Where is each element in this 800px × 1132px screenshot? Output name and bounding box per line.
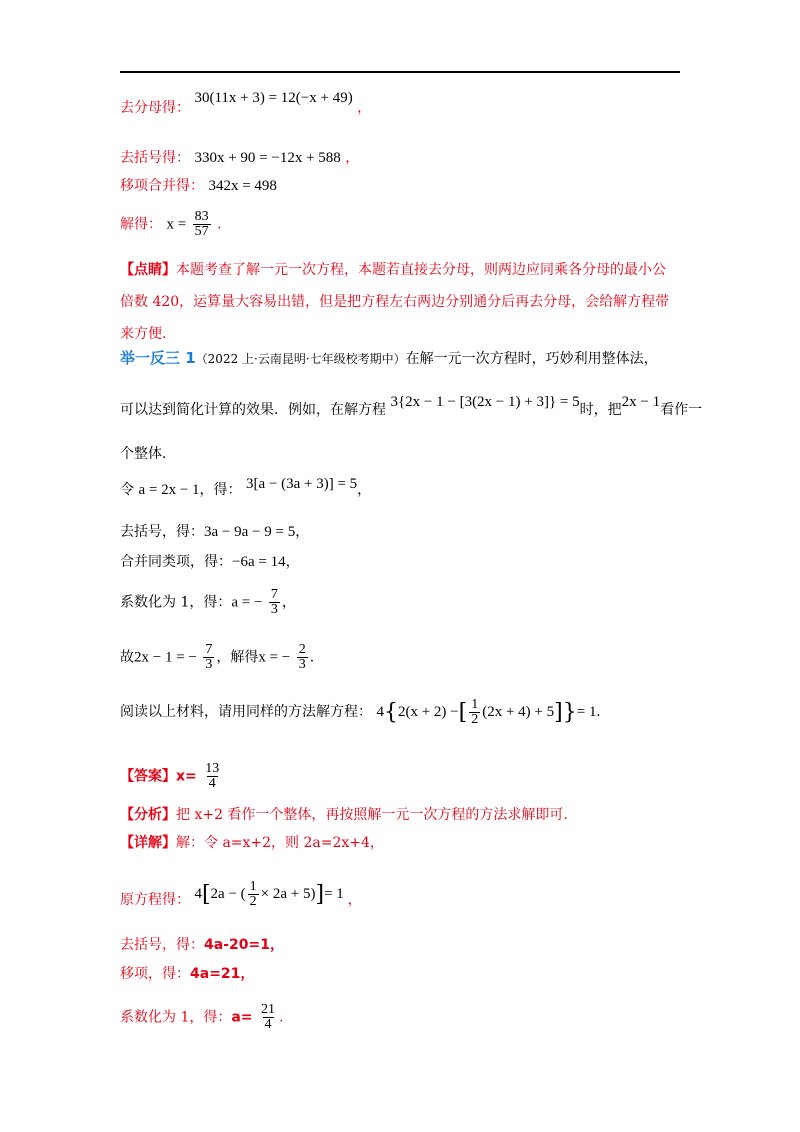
numerator: 1: [249, 879, 257, 894]
comment-text: 本题考查了解一元一次方程，本题若直接去分母，则两边应同乘各分母的最小公: [176, 262, 666, 278]
step-label: 移项合并得：: [120, 178, 204, 194]
step-label: 系数化为 1，得：: [120, 594, 232, 611]
coefficient: 4: [376, 703, 384, 720]
problem-text: 可以达到简化计算的效果．例如，在解方程: [120, 402, 386, 418]
denominator: 2: [471, 712, 479, 727]
step-label: 移项，得：: [120, 966, 190, 982]
denominator: 4: [264, 1017, 272, 1032]
analysis-tag: 【分析】: [120, 807, 176, 823]
equation: 30(11x + 3) = 12(−x + 49): [194, 90, 353, 106]
numerator: 7: [205, 642, 213, 657]
numerator: 1: [471, 697, 479, 712]
step-label: ，解得: [216, 649, 259, 666]
step-label: 去括号，得：: [120, 937, 204, 953]
equation: −6a = 14: [232, 554, 286, 570]
equation: 330x + 90 = −12x + 588: [194, 150, 341, 166]
numerator: 21: [261, 1002, 275, 1017]
fraction: [469, 698, 480, 727]
detail-step-coefficient: [120, 1003, 283, 1032]
term: (2x + 4) + 5: [482, 703, 555, 720]
detail-tag: 【详解】: [120, 835, 176, 851]
term: 2(x + 2) −: [397, 703, 459, 720]
problem-source: （2022 上·云南昆明·七年级校考期中）: [195, 352, 406, 366]
punct: .: [217, 216, 222, 233]
equation: 4a=21，: [190, 966, 255, 982]
equation-lhs: a = −: [231, 594, 263, 611]
denominator: 3: [205, 657, 213, 672]
equation-lhs: x =: [166, 216, 187, 233]
bracket-close: ]: [554, 699, 563, 725]
term: = 1: [324, 885, 344, 902]
equation: 342x = 498: [208, 178, 277, 194]
bracket-open: [: [201, 881, 211, 907]
answer-line: [120, 762, 223, 791]
equation: 3a − 9a − 9 = 5: [204, 524, 296, 540]
bracket-open: [: [458, 699, 468, 725]
detail-step-move: [120, 964, 254, 984]
step-label: 解得：: [120, 216, 162, 233]
numerator: 13: [205, 761, 220, 776]
equation: 4a-20=1，: [204, 937, 284, 953]
numerator: 2: [298, 642, 306, 657]
step-combine: [120, 176, 277, 196]
fraction: [297, 643, 308, 672]
term: = 1.: [576, 703, 601, 720]
denominator: 3: [270, 602, 278, 617]
numerator: 7: [270, 587, 278, 602]
denominator: 2: [249, 894, 257, 909]
substitution-line: [120, 476, 372, 500]
denominator: 3: [298, 657, 306, 672]
task-label: 阅读以上材料，请用同样的方法解方程：: [120, 703, 372, 720]
equation-lhs: 2x − 1 = −: [134, 649, 197, 666]
step-label: 去括号，得：: [120, 524, 204, 540]
punct: ，: [285, 554, 300, 570]
example-equation: 3{2x − 1 − [3(2x − 1) + 3]} = 5: [390, 394, 580, 410]
step-solve: [120, 210, 222, 239]
comment-block: [120, 254, 680, 350]
example-step-conclusion: [120, 643, 314, 672]
problem-tag: 举一反三 1: [120, 349, 196, 367]
punct: ，: [295, 524, 310, 540]
equation: 3[a − (3a + 3)] = 5: [245, 476, 358, 492]
step-expand: [120, 148, 359, 168]
step-label: ，得：: [199, 482, 242, 498]
detail-step-expand: [120, 935, 284, 955]
numerator: 83: [194, 209, 209, 224]
detail-original-equation: [120, 880, 362, 909]
task-equation: [376, 697, 601, 727]
example-step-expand: [120, 522, 309, 542]
step-label: 故: [120, 649, 134, 666]
punct: .: [309, 649, 315, 666]
comment-tag: 【点睛】: [120, 262, 176, 278]
brace-open: {: [383, 699, 398, 725]
punct: ，: [345, 150, 360, 166]
example-step-coefficient: [120, 588, 296, 617]
comment-text: 倍数 420，运算量大容易出错，但是把方程左右两边分别通分后再去分母，会给解方程带: [120, 294, 670, 310]
detail-line: [120, 833, 384, 853]
step-label: 去括号得：: [120, 150, 190, 166]
step-clear-denominators: [120, 90, 372, 118]
fraction: [203, 762, 221, 791]
step-label: 原方程得：: [120, 891, 190, 908]
step-label: 令: [120, 482, 134, 498]
brace-close: }: [562, 699, 577, 725]
problem-text: 在解一元一次方程时，巧妙利用整体法，: [405, 351, 658, 367]
punct: ，: [281, 594, 296, 611]
denominator: 4: [208, 776, 216, 791]
equation: [194, 879, 347, 909]
fraction: [248, 880, 259, 909]
punct: .: [279, 1009, 284, 1026]
problem-header: [120, 348, 658, 369]
fraction: [203, 643, 214, 672]
step-label: 系数化为 1，得：: [120, 1009, 232, 1026]
whole-expression: 2x − 1: [621, 394, 661, 410]
answer-tag: 【答案】: [120, 768, 176, 785]
punct: ，: [357, 100, 372, 116]
equation: a = 2x − 1: [138, 482, 200, 498]
fraction: [259, 1003, 277, 1032]
problem-text: 个整体．: [120, 446, 176, 462]
bracket-close: ]: [315, 881, 325, 907]
example-step-combine: [120, 552, 300, 572]
header-rule: [120, 71, 680, 73]
problem-text: 看作一: [660, 402, 703, 418]
term: × 2a + 5): [260, 885, 316, 902]
coefficient: 4: [194, 885, 202, 902]
problem-text: 时，把: [579, 402, 622, 418]
punct: ，: [347, 891, 362, 908]
comment-text: 来方便.: [120, 326, 167, 342]
denominator: 57: [194, 224, 209, 239]
fraction: [193, 210, 211, 239]
problem-intro: [120, 394, 703, 420]
term: 2a − (: [210, 885, 246, 902]
analysis-line: [120, 805, 568, 825]
equation-lhs: x = −: [258, 649, 291, 666]
detail-text: 解：令 a=x+2，则 2a=2x+4，: [176, 835, 384, 851]
answer-lhs: x=: [176, 768, 197, 785]
step-label: 去分母得：: [120, 100, 190, 116]
problem-intro-end: [120, 444, 176, 464]
punct: ，: [357, 482, 372, 498]
task-line: [120, 698, 600, 727]
fraction: [269, 588, 280, 617]
analysis-text: 把 x+2 看作一个整体，再按照解一元一次方程的方法求解即可.: [176, 807, 568, 823]
step-label: 合并同类项，得：: [120, 554, 232, 570]
equation-lhs: a=: [231, 1009, 253, 1026]
